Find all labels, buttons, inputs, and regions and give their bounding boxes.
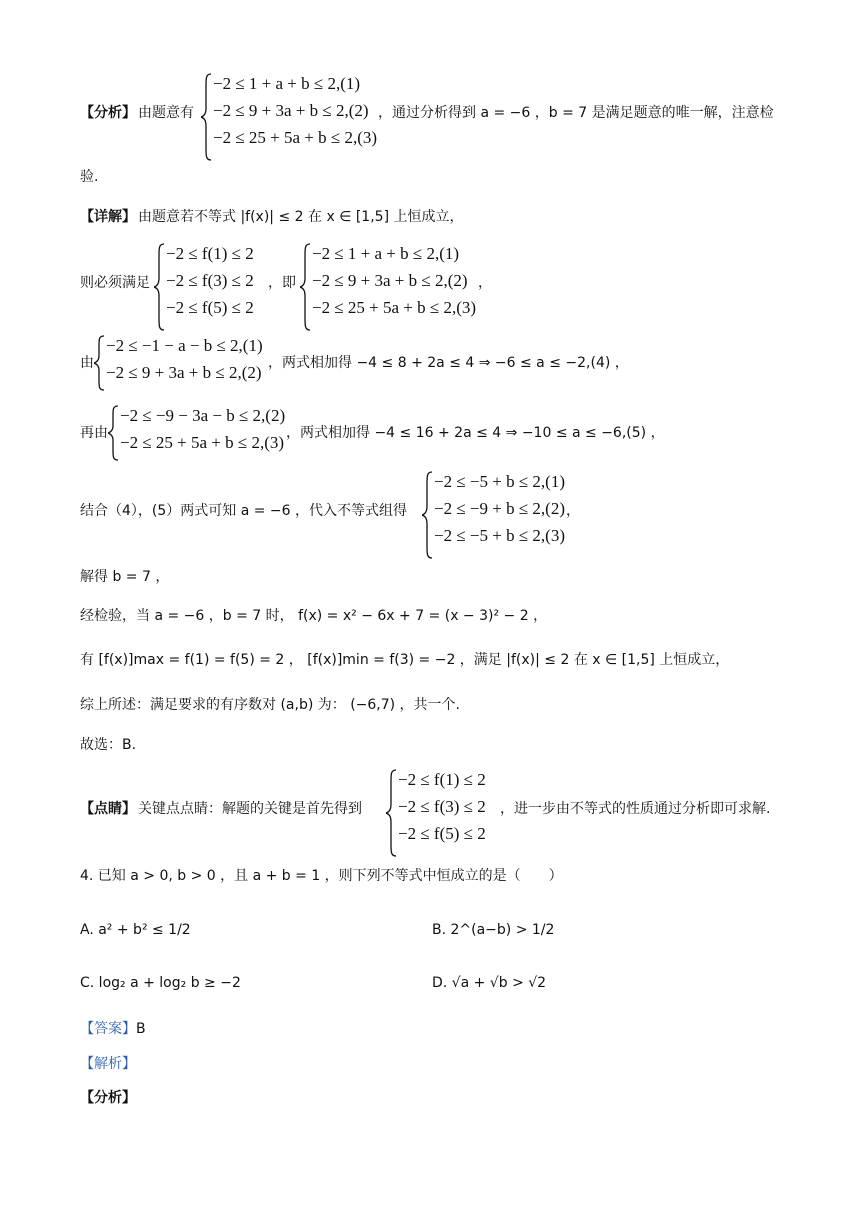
system-row: −2 ≤ f(5) ≤ 2 [166,298,254,317]
maxmin-line: 有 [f(x)]max = f(1) = f(5) = 2 ， [f(x)]min = f(3) = −2 ，满足 |f(x)| ≤ 2 在 x ∈ [1,5] 上恒成立， [80,652,730,668]
answer-value: B [136,1021,146,1037]
answer-label [80,1018,146,1038]
system-row: −2 ≤ f(3) ≤ 2 [166,271,254,290]
analysis-tag: 【分析】 [80,105,136,121]
summary-line: 综上所述：满足要求的有序数对 (a,b) 为： (−6,7) ，共一个. [80,697,461,713]
system-b [300,242,490,332]
detail-tag: 【详解】 [80,209,136,225]
left-brace-icon [386,768,398,858]
you-text: 由 [80,355,94,371]
left-brace-icon [94,334,106,392]
analysis-tail: ，通过分析得到 a = −6 ，b = 7 是满足题意的唯一解，注意检 [378,105,774,121]
system-row: −2 ≤ −5 + b ≤ 2,(3) [434,526,565,545]
solve-b: 解得 b = 7 ， [80,569,170,585]
must-lead: 则必须满足 [80,275,150,291]
ji-text: ，即 [268,275,296,291]
option-b: B. 2^(a−b) > 1/2 [432,922,555,938]
system-row: −2 ≤ 25 + 5a + b ≤ 2,(3) [213,128,378,147]
combine-text: 结合（4），(5）两式可知 a = −6 ，代入不等式组得 [80,503,408,519]
system-row: −2 ≤ 25 + 5a + b ≤ 2,(3) [312,298,477,317]
system-row: −2 ≤ f(1) ≤ 2 [166,244,254,263]
system-e-tail: ， [566,503,580,519]
analysis-system [201,72,391,162]
option-c: C. log₂ a + log₂ b ≥ −2 [80,975,241,991]
fenxi-label: 【分析】 [80,1090,136,1106]
comment-tag: 【点睛】 [80,801,136,817]
system-row: −2 ≤ −9 + b ≤ 2,(2) [434,499,565,518]
system-d [108,404,298,462]
left-brace-icon [154,242,166,332]
system-row: −2 ≤ −1 − a − b ≤ 2,(1) [106,336,263,355]
system-c [94,334,284,392]
system-row: −2 ≤ 9 + 3a + b ≤ 2,(2) [213,101,369,120]
analysis-lead: 由题意有 [138,105,194,121]
left-brace-icon [300,242,312,332]
option-a: A. a² + b² ≤ 1/2 [80,922,191,938]
option-d: D. √a + √b > √2 [432,975,547,991]
sum-d: ，两式相加得 −4 ≤ 16 + 2a ≤ 4 ⇒ −10 ≤ a ≤ −6,(5) ， [286,425,665,441]
comment-system [386,768,506,858]
comment-tail: ，进一步由不等式的性质通过分析即可求解. [500,801,771,817]
choose-line: 故选：B. [80,737,137,753]
system-a [154,242,274,332]
question-stem: 4. 已知 a > 0, b > 0 ，且 a + b = 1 ，则下列不等式中恒成立的是（ ） [80,868,563,884]
system-row: −2 ≤ 1 + a + b ≤ 2,(1) [213,74,361,93]
system-row: −2 ≤ 25 + 5a + b ≤ 2,(3) [120,433,285,452]
system-row: −2 ≤ f(5) ≤ 2 [398,824,486,843]
system-row: −2 ≤ 1 + a + b ≤ 2,(1) [312,244,460,263]
system-row: −2 ≤ 9 + 3a + b ≤ 2,(2) [312,271,468,290]
left-brace-icon [201,72,213,162]
sum-c: ，两式相加得 −4 ≤ 8 + 2a ≤ 4 ⇒ −6 ≤ a ≤ −2,(4) ， [268,355,629,371]
left-brace-icon [422,470,434,560]
answer-tag: 【答案】 [80,1021,136,1037]
left-brace-icon [108,404,120,462]
jiexi-label: 【解析】 [80,1056,136,1072]
zaiyou-text: 再由 [80,425,108,441]
system-row: −2 ≤ −5 + b ≤ 2,(1) [434,472,565,491]
system-row: −2 ≤ −9 − 3a − b ≤ 2,(2) [120,406,286,425]
system-e [422,470,582,560]
check-line: 经检验，当 a = −6 ，b = 7 时， f(x) = x² − 6x + 7 = (x − 3)² − 2 ， [80,608,548,624]
system-row: −2 ≤ 9 + 3a + b ≤ 2,(2) [106,363,262,382]
analysis-cont: 验. [80,169,99,185]
detail-line1: 由题意若不等式 |f(x)| ≤ 2 在 x ∈ [1,5] 上恒成立， [138,209,464,225]
system-row: −2 ≤ f(1) ≤ 2 [398,770,486,789]
comma-text: ， [478,275,492,291]
comment-lead: 关键点点睛：解题的关键是首先得到 [138,801,362,817]
system-row: −2 ≤ f(3) ≤ 2 [398,797,486,816]
